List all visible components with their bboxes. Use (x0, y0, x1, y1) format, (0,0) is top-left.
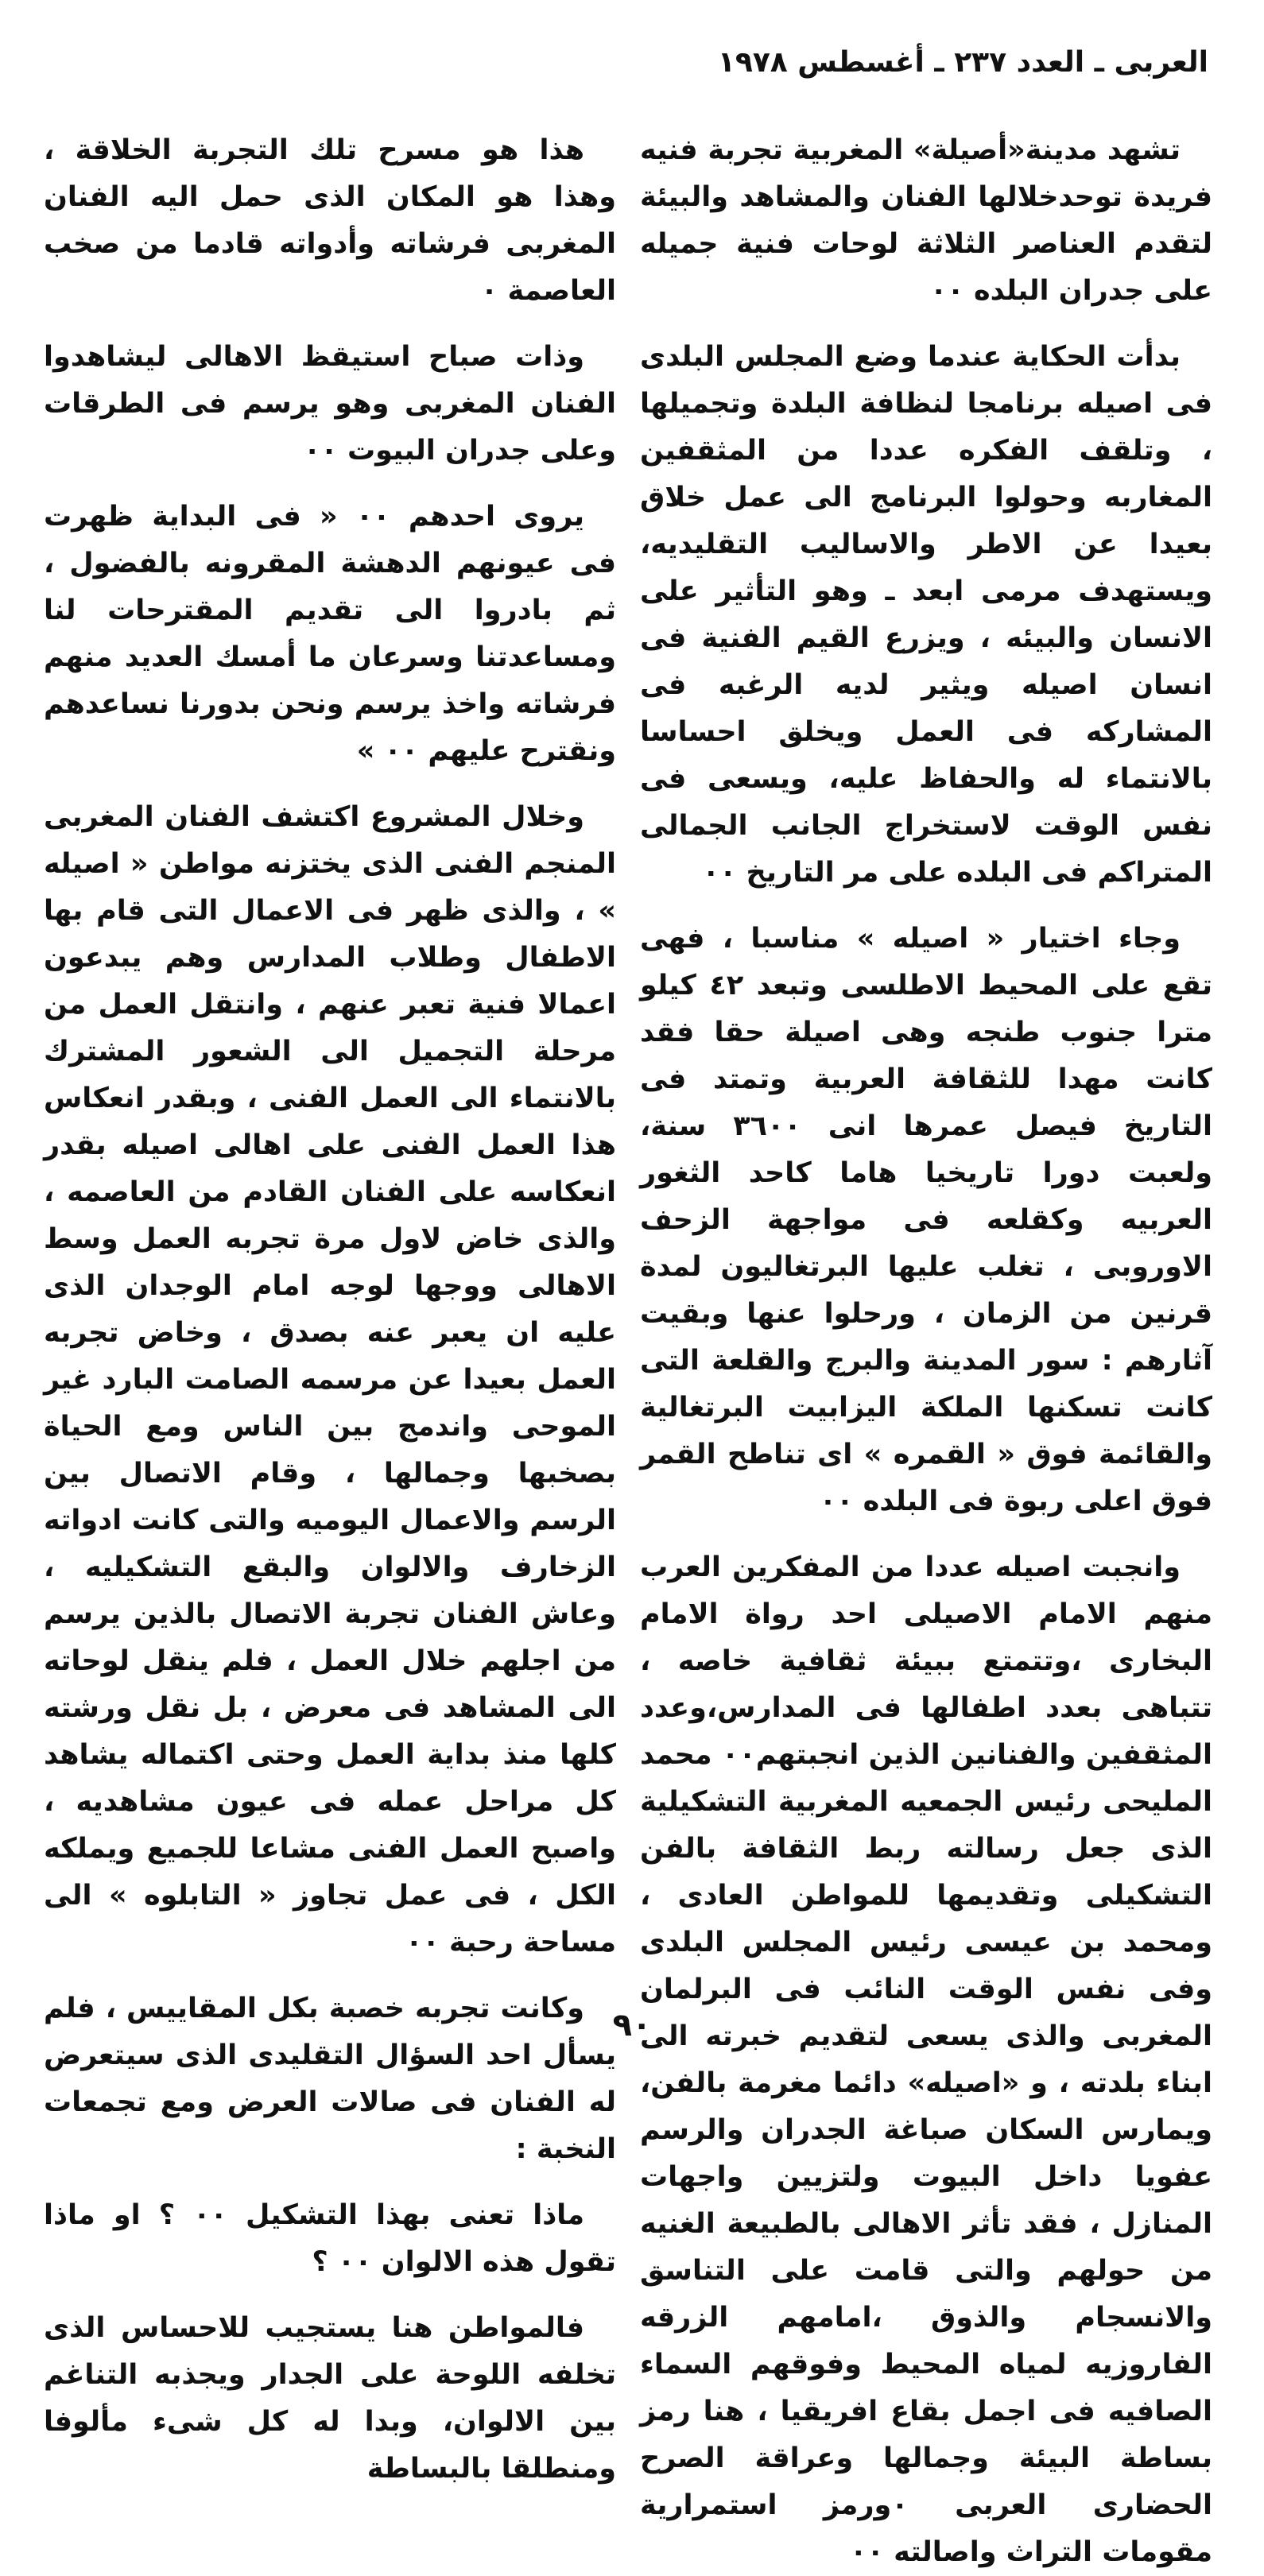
article-column-left (44, 127, 616, 2485)
paragraph: وخلال المشروع اكتشف الفنان المغربى المنجم الفنى الذى يختزنه مواطن « اصيله » ، والذى ظهر فى الاعمال التى قام بها الاطفال وطلاب المدارس وهم يبدعون اعمالا فنية تعبر عنهم ، وانتقل العمل من مرحلة التجميل الى الشعور المشترك بالانتماء الى العمل الفنى ، وبقدر انعكاس هذا العمل الفنى على اهالى اصيله بقدر انعكاسه على الفنان القادم من العاصمه ، والذى خاض لاول مرة تجربه العمل وسط الاهالى ووجها لوجه امام الوجدان الذى عليه ان يعبر عنه بصدق ، وخاض تجربه العمل بعيدا عن مرسمه الصامت البارد غير الموحى واندمج بين الناس ومع الحياة بصخبها وجمالها ، وقام الاتصال بين الرسم والاعمال اليوميه والتى كانت ادواته الزخارف والالوان والبقع التشكيليه ، وعاش الفنان تجربة الاتصال بالذين يرسم من اجلهم خلال العمل ، فلم ينقل لوحاته الى المشاهد فى معرض ، بل نقل ورشته كلها منذ بداية العمل وحتى اكتماله يشاهد كل مراحل عمله فى عيون مشاهديه ، واصبح العمل الفنى مشاعا للجميع ويملكه الكل ، فى عمل تجاوز « التابلوه » الى مساحة رحبة ٠٠ (44, 801, 616, 1958)
page-number: ٩٠ (612, 2007, 652, 2043)
paragraph: ماذا تعنى بهذا التشكيل ٠٠ ؟ او ماذا تقول هذه الالوان ٠٠ ؟ (44, 2199, 616, 2278)
paragraph: وجاء اختيار « اصيله » مناسبا ، فهى تقع على المحيط الاطلسى وتبعد ٤٢ كيلو مترا جنوب طنجه وهى اصيلة حقا فقد كانت مهدا للثقافة العربية وتمتد فى التاريخ فيصل عمرها انى ٣٦٠٠ سنة، ولعبت دورا تاريخيا هاما كاحد الثغور العربيه وكقلعه فى مواجهة الزحف الاوروبى ، تغلب عليها البرتغاليون لمدة قرنين من الزمان ، ورحلوا عنها وبقيت آثارهم : سور المدينة والبرج والقلعة التى كانت تسكنها الملكة اليزابيت البرتغالية والقائمة فوق « القمره » اى تناطح القمر فوق اعلى ربوة فى البلده ٠٠ (640, 923, 1212, 1517)
paragraph: يروى احدهم ٠٠ « فى البداية ظهرت فى عيونهم الدهشة المقرونه بالفضول ، ثم بادروا الى تقديم المقترحات لنا ومساعدتنا وسرعان ما أمسك العديد منهم فرشاته واخذ يرسم ونحن بدورنا نساعدهم ونقترح عليهم ٠٠ » (44, 501, 616, 767)
paragraph: تشهد مدينة«أصيلة» المغربية تجربة فنيه فريدة توحدخلالها الفنان والمشاهد والبيئة لتقدم العناصر الثلاثة لوحات فنية جميله على جدران البلده ٠٠ (640, 134, 1212, 307)
paragraph: وذات صباح استيقظ الاهالى ليشاهدوا الفنان المغربى وهو يرسم فى الطرقات وعلى جدران البيوت ٠٠ (44, 341, 616, 467)
paragraph: هذا هو مسرح تلك التجربة الخلاقة ، وهذا هو المكان الذى حمل اليه الفنان المغربى فرشاته وأدواته قادما من صخب العاصمة ٠ (44, 134, 616, 307)
paragraph: وكانت تجربه خصبة بكل المقاييس ، فلم يسأل احد السؤال التقليدى الذى سيتعرض له الفنان فى صالات العرض ومع تجمعات النخبة : (44, 1993, 616, 2165)
paragraph: وانجبت اصيله عددا من المفكرين العرب منهم الامام الاصيلى احد رواة الامام البخارى ،وتتمتع ببيئة ثقافية خاصه ، تتباهى بعدد اطفالها فى المدارس،وعدد المثقفين والفنانين الذين انجبتهم٠٠ محمد المليحى رئيس الجمعيه المغربية التشكيلية الذى جعل رسالته ربط الثقافة بالفن التشكيلى وتقديمها للمواطن العادى ، ومحمد بن عيسى رئيس المجلس البلدى وفى نفس الوقت النائب فى البرلمان المغربى والذى يسعى لتقديم خبرته الى ابناء بلدته ، و «اصيله» دائما مغرمة بالفن، ويمارس السكان صباغة الجدران والرسم عفويا داخل البيوت ولتزيين واجهات المنازل ، فقد تأثر الاهالى بالطبيعة الغنيه من حولهم والتى قامت على التناسق والانسجام والذوق ،امامهم الزرقه الفاروزيه لمياه المحيط وفوقهم السماء الصافيه فى اجمل بقاع افريقيا ، هنا رمز بساطة البيئة وجمالها وعراقة الصرح الحضارى العربى ٠ورمز استمرارية مقومات التراث واصالته ٠٠ (640, 1551, 1212, 2568)
running-header: العربى ـ العدد ٢٣٧ ـ أغسطس ١٩٧٨ (717, 46, 1208, 79)
paragraph: فالمواطن هنا يستجيب للاحساس الذى تخلفه اللوحة على الجدار ويجذبه التناغم بين الالوان، وبدا له كل شىء مألوفا ومنطلقا بالبساطة (44, 2312, 616, 2485)
article-column-right (640, 127, 1212, 2568)
paragraph: بدأت الحكاية عندما وضع المجلس البلدى فى اصيله برنامجا لنظافة البلدة وتجميلها ، وتلقف الفكره عددا من المثقفين المغاربه وحولوا البرنامج الى عمل خلاق بعيدا عن الاطر والاساليب التقليديه، ويستهدف مرمى ابعد ـ وهو التأثير على الانسان والبيئه ، ويزرع القيم الفنية فى انسان اصيله ويثير لديه الرغبه فى المشاركه فى العمل ويخلق احساسا بالانتماء له والحفاظ عليه، ويسعى فى نفس الوقت لاستخراج الجانب الجمالى المتراكم فى البلده على مر التاريخ ٠٠ (640, 341, 1212, 889)
